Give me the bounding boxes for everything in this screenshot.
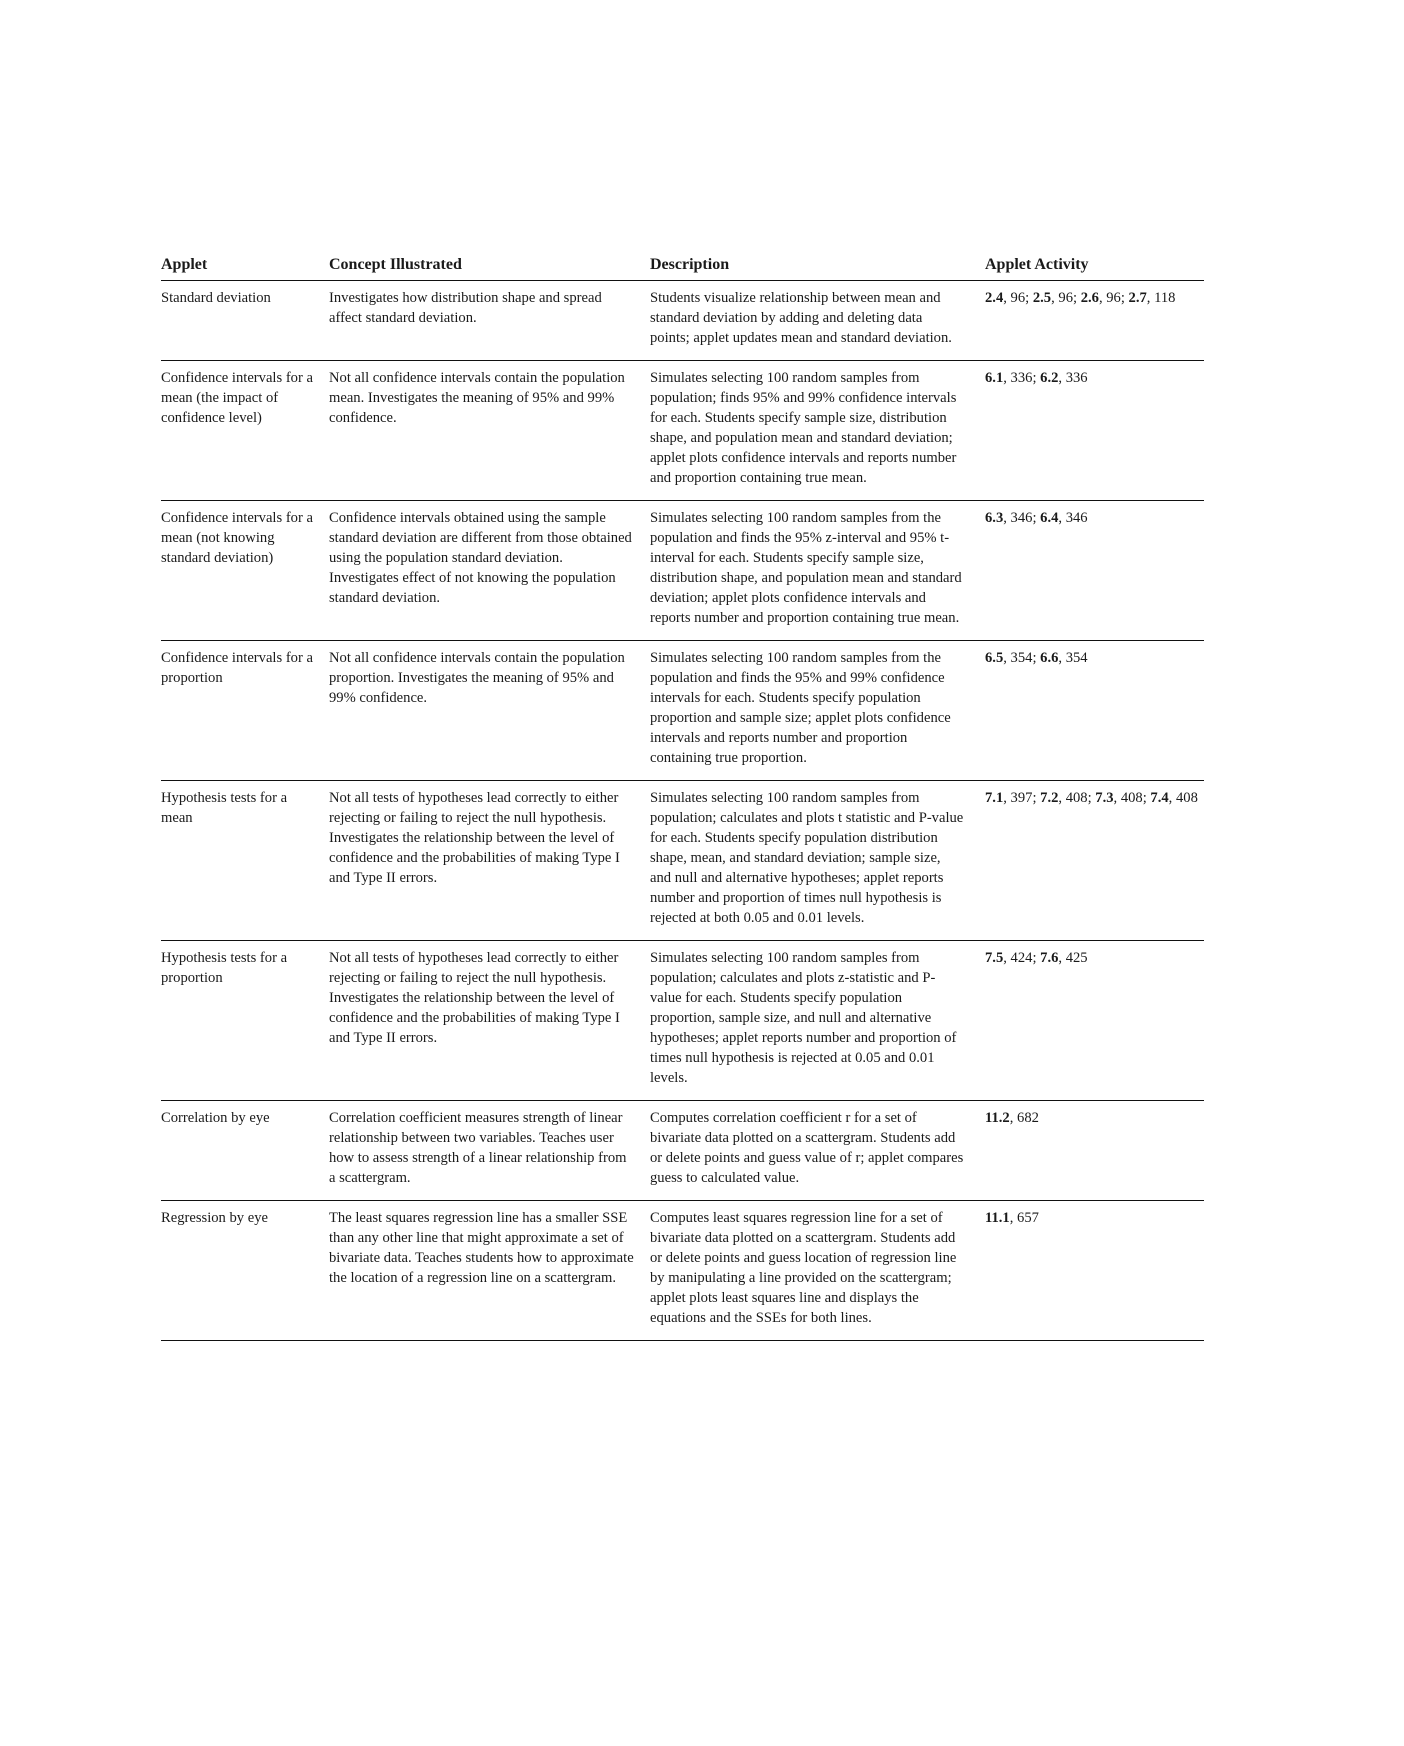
activity-page: 397 <box>1010 790 1033 806</box>
table-row <box>161 641 1204 781</box>
cell-description: Students visualize relationship between mean and standard deviation by adding and deleting data points; applet updates mean and standard deviation. <box>650 281 985 361</box>
cell-concept: Investigates how distribution shape and spread affect standard deviation. <box>329 281 650 361</box>
cell-applet: Confidence intervals for a mean (the impact of confidence level) <box>161 361 329 501</box>
activity-page: 657 <box>1017 1210 1039 1226</box>
activity-number: 6.1 <box>985 370 1004 386</box>
activity-page: 336 <box>1010 370 1033 386</box>
header-row <box>161 254 1204 281</box>
activity-page: 336 <box>1065 370 1088 386</box>
cell-concept: Not all tests of hypotheses lead correctly to either rejecting or failing to reject the null hypothesis. Investigates the relationship between the level of confidence and the probabilities of making Type I and Type II errors. <box>329 941 650 1101</box>
cell-description: Simulates selecting 100 random samples from population; calculates and plots t statistic and P-value for each. Students specify population distribution shape, mean, and standard deviation; sample size, and null and alternative hypotheses; applet reports number and proportion of times null hypothesis is rejected at both 0.05 and 0.01 levels. <box>650 781 985 941</box>
activity-page: 408 <box>1065 790 1088 806</box>
activity-page: 96 <box>1058 290 1073 306</box>
table-row <box>161 1101 1204 1201</box>
activity-number: 6.3 <box>985 510 1004 526</box>
activity-number: 6.4 <box>1040 510 1059 526</box>
cell-activity: 6.1, 336; 6.2, 336 <box>985 361 1204 501</box>
activity-page: 682 <box>1017 1110 1039 1126</box>
cell-description: Simulates selecting 100 random samples from the population and finds the 95% z-interval and 95% t-interval for each. Students specify sample size, distribution shape, and population mean and standard deviation; applet plots confidence intervals and reports number and proportion containing true mean. <box>650 501 985 641</box>
activity-number: 7.4 <box>1150 790 1169 806</box>
activity-page: 424 <box>1010 950 1033 966</box>
activity-number: 6.5 <box>985 650 1004 666</box>
activity-number: 11.2 <box>985 1110 1010 1126</box>
cell-concept: The least squares regression line has a smaller SSE than any other line that might approximate a set of bivariate data. Teaches students how to approximate the location of a regression line on a scattergram. <box>329 1201 650 1341</box>
cell-applet: Hypothesis tests for a mean <box>161 781 329 941</box>
cell-applet: Regression by eye <box>161 1201 329 1341</box>
cell-concept: Confidence intervals obtained using the sample standard deviation are different from those obtained using the population standard deviation. Investigates effect of not knowing the population standard deviation. <box>329 501 650 641</box>
activity-page: 425 <box>1065 950 1088 966</box>
cell-activity: 11.2, 682 <box>985 1101 1204 1201</box>
table-header <box>161 254 1204 281</box>
cell-description: Simulates selecting 100 random samples from population; finds 95% and 99% confidence intervals for each. Students specify sample size, distribution shape, and population mean and standard deviation; applet plots confidence intervals and reports number and proportion containing true mean. <box>650 361 985 501</box>
activity-number: 7.6 <box>1040 950 1059 966</box>
activity-number: 6.2 <box>1040 370 1059 386</box>
cell-description: Computes least squares regression line for a set of bivariate data plotted on a scattergram. Students add or delete points and guess location of regression line by manipulating a line provided on the scattergram; applet plots least squares line and displays the equations and the SSEs for both lines. <box>650 1201 985 1341</box>
header-concept: Concept Illustrated <box>329 254 650 281</box>
cell-activity: 6.5, 354; 6.6, 354 <box>985 641 1204 781</box>
activity-number: 7.3 <box>1095 790 1114 806</box>
cell-applet: Hypothesis tests for a proportion <box>161 941 329 1101</box>
activity-page: 346 <box>1065 510 1088 526</box>
activity-number: 2.7 <box>1128 290 1147 306</box>
cell-concept: Correlation coefficient measures strength of linear relationship between two variables. Teaches user how to assess strength of a linear relationship from a scattergram. <box>329 1101 650 1201</box>
cell-description: Simulates selecting 100 random samples from the population and finds the 95% and 99% confidence intervals for each. Students specify population proportion and sample size; applet plots confidence intervals and reports number and proportion containing true proportion. <box>650 641 985 781</box>
cell-applet: Correlation by eye <box>161 1101 329 1201</box>
activity-page: 354 <box>1065 650 1088 666</box>
cell-applet: Confidence intervals for a mean (not knowing standard deviation) <box>161 501 329 641</box>
activity-page: 354 <box>1010 650 1033 666</box>
cell-activity: 11.1, 657 <box>985 1201 1204 1341</box>
table-row <box>161 781 1204 941</box>
activity-page: 96 <box>1010 290 1026 306</box>
cell-activity: 6.3, 346; 6.4, 346 <box>985 501 1204 641</box>
activity-number: 2.6 <box>1080 290 1099 306</box>
activity-page: 346 <box>1010 510 1033 526</box>
activity-number: 2.5 <box>1032 290 1052 306</box>
table-row <box>161 1201 1204 1341</box>
table-row <box>161 501 1204 641</box>
table-row <box>161 941 1204 1101</box>
cell-activity: 2.4, 96; 2.5, 96; 2.6, 96; 2.7, 118 <box>985 281 1204 361</box>
activity-page: 408 <box>1175 790 1198 806</box>
cell-description: Computes correlation coefficient r for a set of bivariate data plotted on a scattergram. Students add or delete points and guess value of r; applet compares guess to calculated value. <box>650 1101 985 1201</box>
activity-number: 11.1 <box>985 1210 1010 1226</box>
activity-number: 7.5 <box>985 950 1004 966</box>
header-description: Description <box>650 254 985 281</box>
cell-activity: 7.5, 424; 7.6, 425 <box>985 941 1204 1101</box>
header-activity: Applet Activity <box>985 254 1204 281</box>
cell-description: Simulates selecting 100 random samples from population; calculates and plots z-statistic and P-value for each. Students specify population proportion, sample size, and null and alternative hypotheses; applet reports number and proportion of times null hypothesis is rejected at 0.05 and 0.01 levels. <box>650 941 985 1101</box>
cell-applet: Confidence intervals for a proportion <box>161 641 329 781</box>
table-body <box>161 281 1204 1341</box>
table-row <box>161 281 1204 361</box>
activity-number: 7.2 <box>1040 790 1059 806</box>
activity-page: 118 <box>1154 290 1176 306</box>
header-applet: Applet <box>161 254 329 281</box>
cell-activity: 7.1, 397; 7.2, 408; 7.3, 408; 7.4, 408 <box>985 781 1204 941</box>
cell-applet: Standard deviation <box>161 281 329 361</box>
cell-concept: Not all tests of hypotheses lead correctly to either rejecting or failing to reject the null hypothesis. Investigates the relationship between the level of confidence and the probabilities of making Type I and Type II errors. <box>329 781 650 941</box>
cell-concept: Not all confidence intervals contain the population mean. Investigates the meaning of 95% and 99% confidence. <box>329 361 650 501</box>
activity-page: 408 <box>1120 790 1143 806</box>
cell-concept: Not all confidence intervals contain the population proportion. Investigates the meaning of 95% and 99% confidence. <box>329 641 650 781</box>
applet-table <box>161 254 1204 1341</box>
activity-number: 7.1 <box>985 790 1004 806</box>
activity-number: 2.4 <box>985 290 1004 306</box>
table-row <box>161 361 1204 501</box>
activity-number: 6.6 <box>1040 650 1059 666</box>
activity-page: 96 <box>1106 290 1121 306</box>
